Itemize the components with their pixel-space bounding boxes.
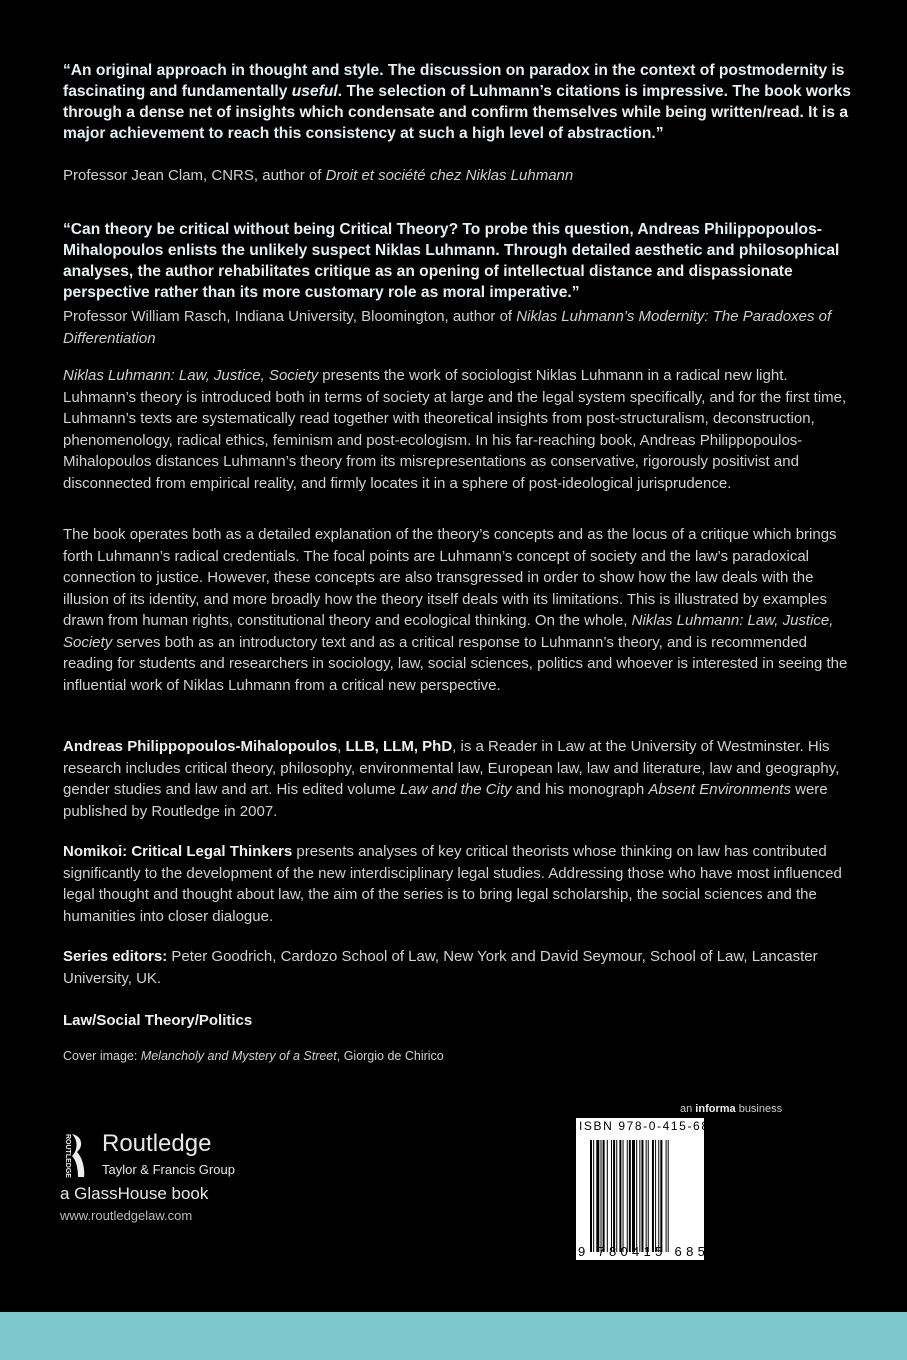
barcode-bar — [601, 1140, 602, 1252]
text-segment: , is a Reader in Law at the University of Westminster. His research includes critical theory, philosophy, environmental law, European law, law and literature, law and geography, gender studies and law and art. His edited volume — [63, 738, 840, 798]
barcode-bar — [619, 1140, 621, 1252]
barcode-bar — [593, 1140, 594, 1252]
text-segment: presents the work of sociologist Niklas Luhmann in a radical new light. Luhmann’s theory is introduced both in terms of society at large and the legal system specifically, and for the first time, Luhmann’s texts are systematically read together with theoretical insights from post-structuralism, deconstruction, phenomenology, radical ethics, feminism and post-ecologism. In his far-reaching book, Andreas Philippopoulos-Mihalopoulos distances Luhmann’s theory from its misrepresentations as conservative, rigorously positivist and disconnected from empirical reality, and firmly locates it in a sphere of post-ideological jurisprudence. — [63, 367, 847, 492]
barcode-bar — [632, 1140, 635, 1252]
series-description — [63, 841, 853, 927]
text-segment: , — [337, 738, 346, 755]
text-segment: serves both as an introductory text and as a critical response to Luhmann’s theory, and is recommended reading for students and researchers in sociology, law, social sciences, politics and whoever is interested in seeing the influential work of Niklas Luhmann from a critical new perspective. — [63, 633, 848, 694]
review-quote-rasch — [63, 219, 853, 303]
barcode-bar — [623, 1140, 624, 1252]
barcode-bar — [658, 1140, 659, 1252]
series-editors — [63, 946, 853, 989]
text-segment: Andreas Philippopoulos-Mihalopoulos — [63, 738, 338, 755]
barcode-bar — [627, 1140, 628, 1252]
text-segment: LLB, LLM, PhD — [345, 738, 453, 755]
text-segment: Nomikoi: Critical Legal Thinkers — [63, 843, 293, 860]
barcode-bar — [603, 1140, 605, 1252]
barcode-digits: 9 780415 685283 — [578, 1244, 744, 1259]
text-segment: Law and the City — [399, 781, 512, 798]
description-paragraph-1 — [63, 365, 853, 494]
barcode-bar — [596, 1140, 599, 1252]
text-segment: Droit et société chez Niklas Luhmann — [325, 167, 574, 184]
description-paragraph-2 — [63, 524, 853, 696]
text-segment: “Can theory be critical without being Critical Theory? To probe this question, Andreas Philippopoulos-Mihalopoulos enlists the unlikely suspect Niklas Luhmann. Through detailed aesthetic and philosophical analyses, the author rehabilitates critique as an opening of intellectual distance and dispassionate perspective rather than its more customary role as moral imperative.” — [63, 221, 840, 301]
publisher-group: Taylor & Francis Group — [102, 1162, 235, 1177]
text-segment: “An original approach in thought and style. The discussion on paradox in the context of postmodernity is fascinating and fundamentally — [63, 62, 845, 100]
barcode-bar — [666, 1140, 667, 1252]
text-segment: The book operates both as a detailed explanation of the theory’s concepts and as the locus of a critique which brings forth Luhmann’s radical credentials. The focal points are Luhmann’s concept of society and the law’s paradoxical connection to justice. However, these concepts are also transgressed in order to show how the law deals with the illusion of its identity, and more broadly how the theory itself deals with its limitations. This is illustrated by examples drawn from human rights, constitutional theory and ecological thinking. On the whole, — [63, 526, 837, 629]
barcode-bar — [636, 1140, 637, 1252]
barcode-bar — [646, 1140, 647, 1252]
text-segment: Law/Social Theory/Politics — [63, 1012, 253, 1029]
review-attribution-rasch — [63, 306, 853, 350]
subject-categories — [63, 1010, 853, 1032]
text-segment: useful — [291, 83, 338, 100]
barcode-bar — [613, 1140, 615, 1252]
barcode-bar — [648, 1140, 649, 1252]
cover-image-credit — [63, 1049, 853, 1063]
text-segment: Niklas Luhmann: Law, Justice, Society — [63, 367, 319, 384]
text-segment: Cover image: — [63, 1049, 141, 1063]
barcode-bar — [590, 1140, 592, 1252]
text-segment: Professor Jean Clam, CNRS, author of — [63, 167, 326, 184]
barcode-bar — [607, 1140, 608, 1252]
review-quote-clam — [63, 60, 853, 144]
isbn-barcode — [576, 1118, 749, 1260]
review-attribution-clam — [63, 165, 853, 187]
routledge-r-mark-icon — [60, 1132, 86, 1178]
barcode-bar — [639, 1140, 640, 1252]
barcode-bar — [668, 1140, 669, 1252]
text-segment: Professor William Rasch, Indiana University, Bloomington, author of — [63, 308, 517, 325]
text-segment: Absent Environments — [648, 781, 791, 798]
barcode-bar — [616, 1140, 617, 1252]
barcode-bar — [660, 1140, 662, 1252]
text-segment: Melancholy and Mystery of a Street — [140, 1049, 337, 1063]
text-segment: Niklas Luhmann: Law, Justice, Society — [63, 612, 834, 651]
barcode-bar — [611, 1140, 612, 1252]
text-segment: Niklas Luhmann’s Modernity: The Paradoxes of Differentiation — [63, 308, 832, 347]
text-segment: and his monograph — [511, 781, 649, 798]
barcode-bar — [641, 1140, 643, 1252]
barcode-bars — [590, 1140, 698, 1252]
informa-tagline: an informa business — [680, 1103, 783, 1115]
text-segment: . The selection of Luhmann’s citations is impressive. The book works through a dense net of insights which condensate and confirm themselves while being written/read. It is a major achievement to reach this consistency at such a high level of abstraction.” — [63, 83, 851, 142]
text-segment: Peter Goodrich, Cardozo School of Law, New York and David Seymour, School of Law, Lancaster University, UK. — [63, 948, 818, 987]
barcode-bar — [655, 1140, 656, 1252]
text-segment: were published by Routledge in 2007. — [63, 781, 828, 820]
publisher-url: www.routledgelaw.com — [60, 1208, 193, 1223]
barcode-bar — [652, 1140, 654, 1252]
svg-text:ROUTLEDGE: ROUTLEDGE — [64, 1134, 71, 1178]
publisher-name: Routledge — [102, 1130, 212, 1157]
author-bio — [63, 736, 853, 822]
text-segment: presents analyses of key critical theorists whose thinking on law has contributed significantly to the development of the new interdisciplinary legal studies. Addressing those who have most influenced legal thought and thought about law, the aim of the series is to bring legal scholarship, the social sciences and the humanities into closer dialogue. — [63, 843, 842, 925]
text-segment: Series editors: — [63, 948, 168, 965]
imprint-name: a GlassHouse book — [60, 1184, 209, 1203]
cover-bottom-band — [0, 1312, 907, 1360]
text-segment: , Giorgio de Chirico — [336, 1049, 444, 1063]
barcode-bar — [629, 1140, 631, 1252]
isbn-label: ISBN 978-0-415-68528-3 — [579, 1119, 749, 1133]
